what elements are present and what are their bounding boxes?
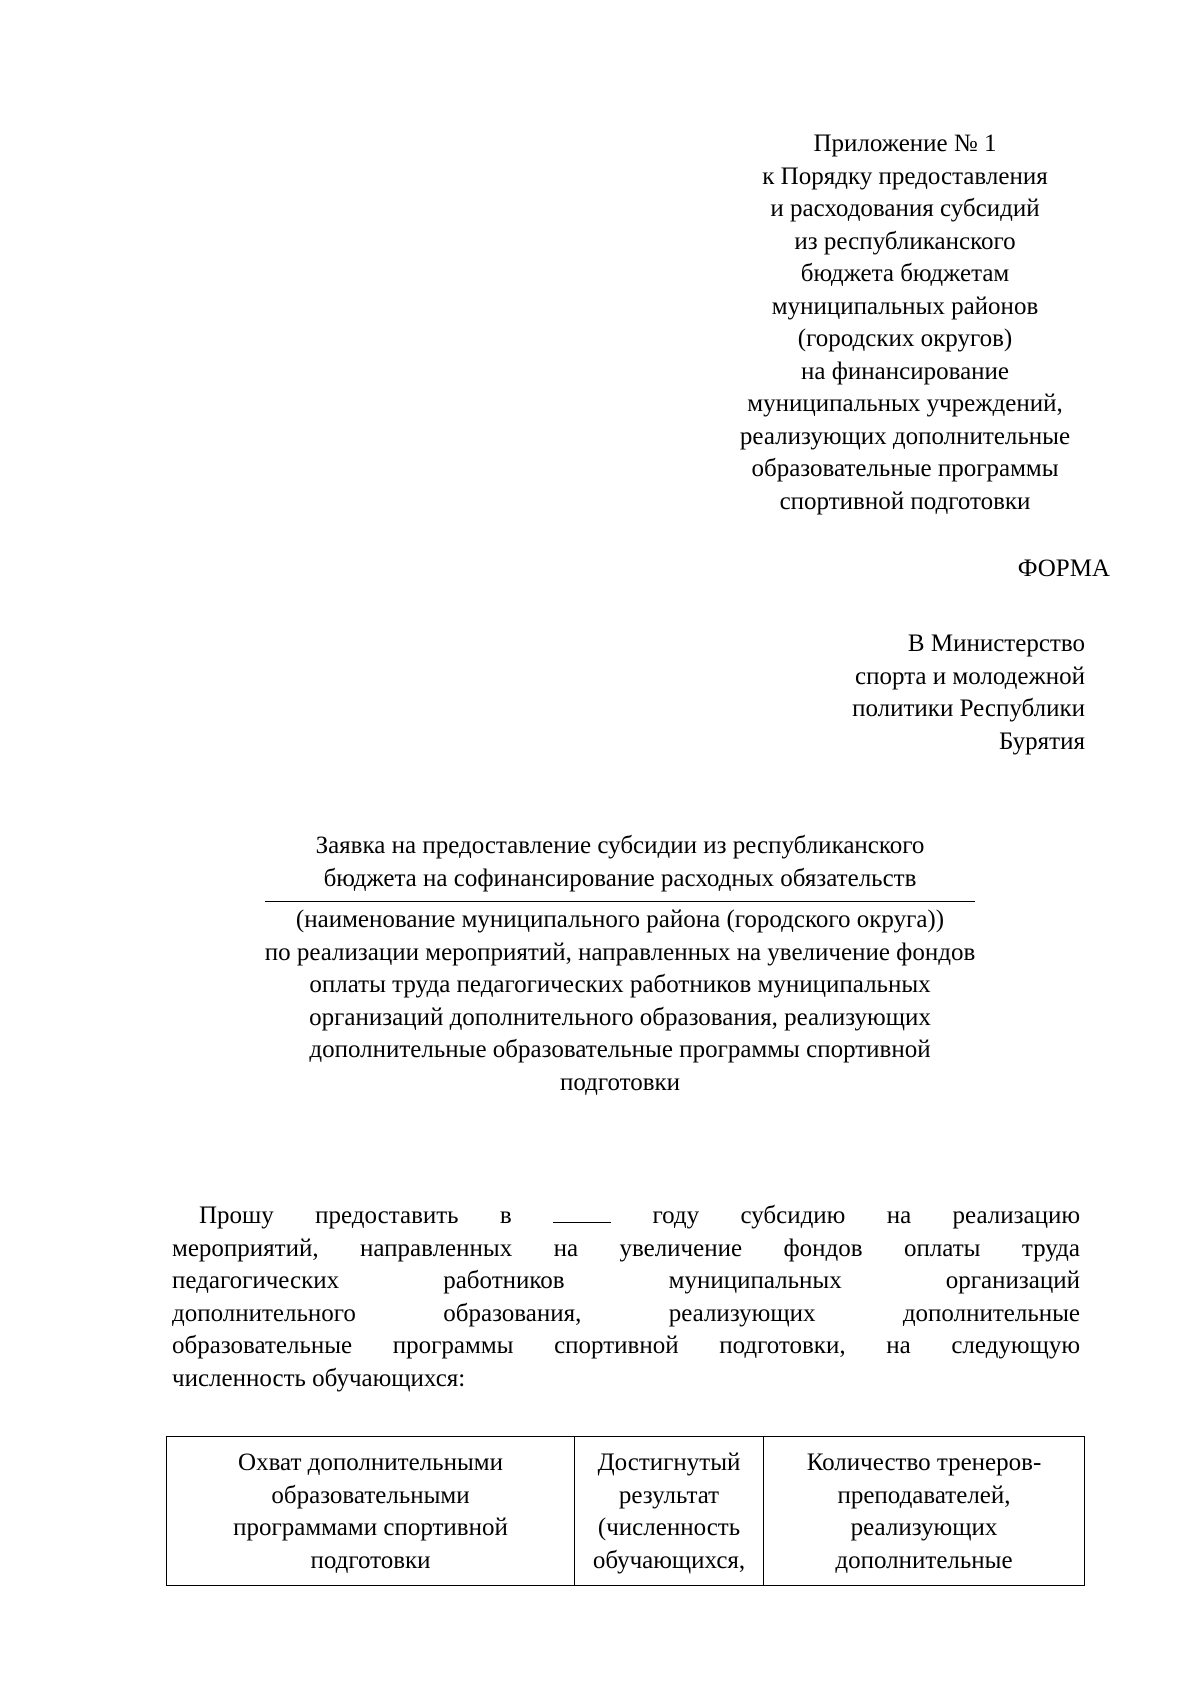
paragraph-line: дополнительного образования, реализующих дополнительные bbox=[172, 1299, 1080, 1327]
form-label: ФОРМА bbox=[1017, 555, 1110, 582]
cell-line: дополнительные bbox=[835, 1546, 1013, 1574]
annex-line: спортивной подготовки bbox=[779, 487, 1031, 515]
cell-line: обучающихся, bbox=[592, 1546, 746, 1574]
addressee-line: В Министерство bbox=[907, 630, 1085, 657]
cell-line: (численность bbox=[597, 1514, 741, 1541]
table-header-cell bbox=[167, 1437, 575, 1586]
annex-header bbox=[680, 128, 1130, 518]
table-header-cell bbox=[764, 1437, 1085, 1586]
cell-line: результат bbox=[618, 1481, 720, 1509]
title-line: подготовки bbox=[559, 1068, 681, 1096]
coverage-table bbox=[166, 1436, 1085, 1586]
title-line: по реализации мероприятий, направленных на увеличение фондов bbox=[264, 938, 976, 966]
annex-line: реализующих дополнительные bbox=[739, 422, 1071, 450]
paragraph-line bbox=[172, 1200, 1080, 1233]
annex-line: бюджета бюджетам bbox=[800, 260, 1010, 287]
title-line: оплаты труда педагогических работников муниципальных bbox=[309, 971, 931, 998]
cell-line: образовательными bbox=[271, 1481, 470, 1509]
paragraph-line: численность обучающихся: bbox=[172, 1364, 466, 1392]
table-header-cell bbox=[575, 1437, 764, 1586]
annex-line: на финансирование bbox=[800, 357, 1010, 385]
annex-line: муниципальных учреждений, bbox=[747, 390, 1063, 417]
cell-line: подготовки bbox=[310, 1546, 431, 1574]
annex-line: и расходования субсидий bbox=[770, 195, 1040, 222]
title-line: организаций дополнительного образования, реализующих bbox=[309, 1003, 931, 1031]
addressee-line: политики Республики bbox=[852, 695, 1085, 722]
cell-line: программами спортивной bbox=[233, 1514, 508, 1541]
cell-line: преподавателей, bbox=[837, 1481, 1011, 1509]
addressee-block bbox=[800, 628, 1085, 758]
paragraph-line: мероприятий, направленных на увеличение фондов оплаты труда bbox=[172, 1234, 1080, 1262]
table-header-row bbox=[167, 1437, 1085, 1586]
title-line: Заявка на предоставление субсидии из республиканского bbox=[315, 832, 925, 859]
annex-line: Приложение № 1 bbox=[813, 130, 997, 157]
title-line: бюджета на софинансирование расходных обязательств bbox=[323, 864, 917, 892]
cell-line: Достигнутый bbox=[597, 1449, 741, 1476]
annex-line: образовательные программы bbox=[751, 455, 1059, 482]
annex-line: (городских округов) bbox=[797, 325, 1013, 352]
request-paragraph bbox=[172, 1200, 1080, 1395]
paragraph-text: году субсидию на реализацию bbox=[652, 1202, 1081, 1229]
annex-line: к Порядку предоставления bbox=[762, 162, 1048, 190]
application-title bbox=[180, 830, 1060, 1099]
cell-line: Количество тренеров- bbox=[806, 1449, 1042, 1476]
cell-line: Охват дополнительными bbox=[238, 1449, 503, 1476]
cell-line: реализующих bbox=[850, 1514, 998, 1541]
paragraph-line: образовательные программы спортивной подготовки, на следующую bbox=[172, 1332, 1080, 1359]
paragraph-text: Прошу предоставить в bbox=[199, 1202, 512, 1229]
paragraph-line: педагогических работников муниципальных организаций bbox=[172, 1267, 1080, 1294]
year-blank bbox=[553, 1202, 611, 1223]
annex-line: муниципальных районов bbox=[771, 292, 1039, 320]
municipality-blank-line bbox=[265, 901, 975, 902]
title-line: (наименование муниципального района (городского округа)) bbox=[295, 906, 945, 933]
addressee-line: Бурятия bbox=[998, 727, 1085, 755]
annex-line: из республиканского bbox=[794, 227, 1016, 255]
addressee-line: спорта и молодежной bbox=[855, 662, 1085, 690]
title-line: дополнительные образовательные программы спортивной bbox=[309, 1036, 931, 1063]
